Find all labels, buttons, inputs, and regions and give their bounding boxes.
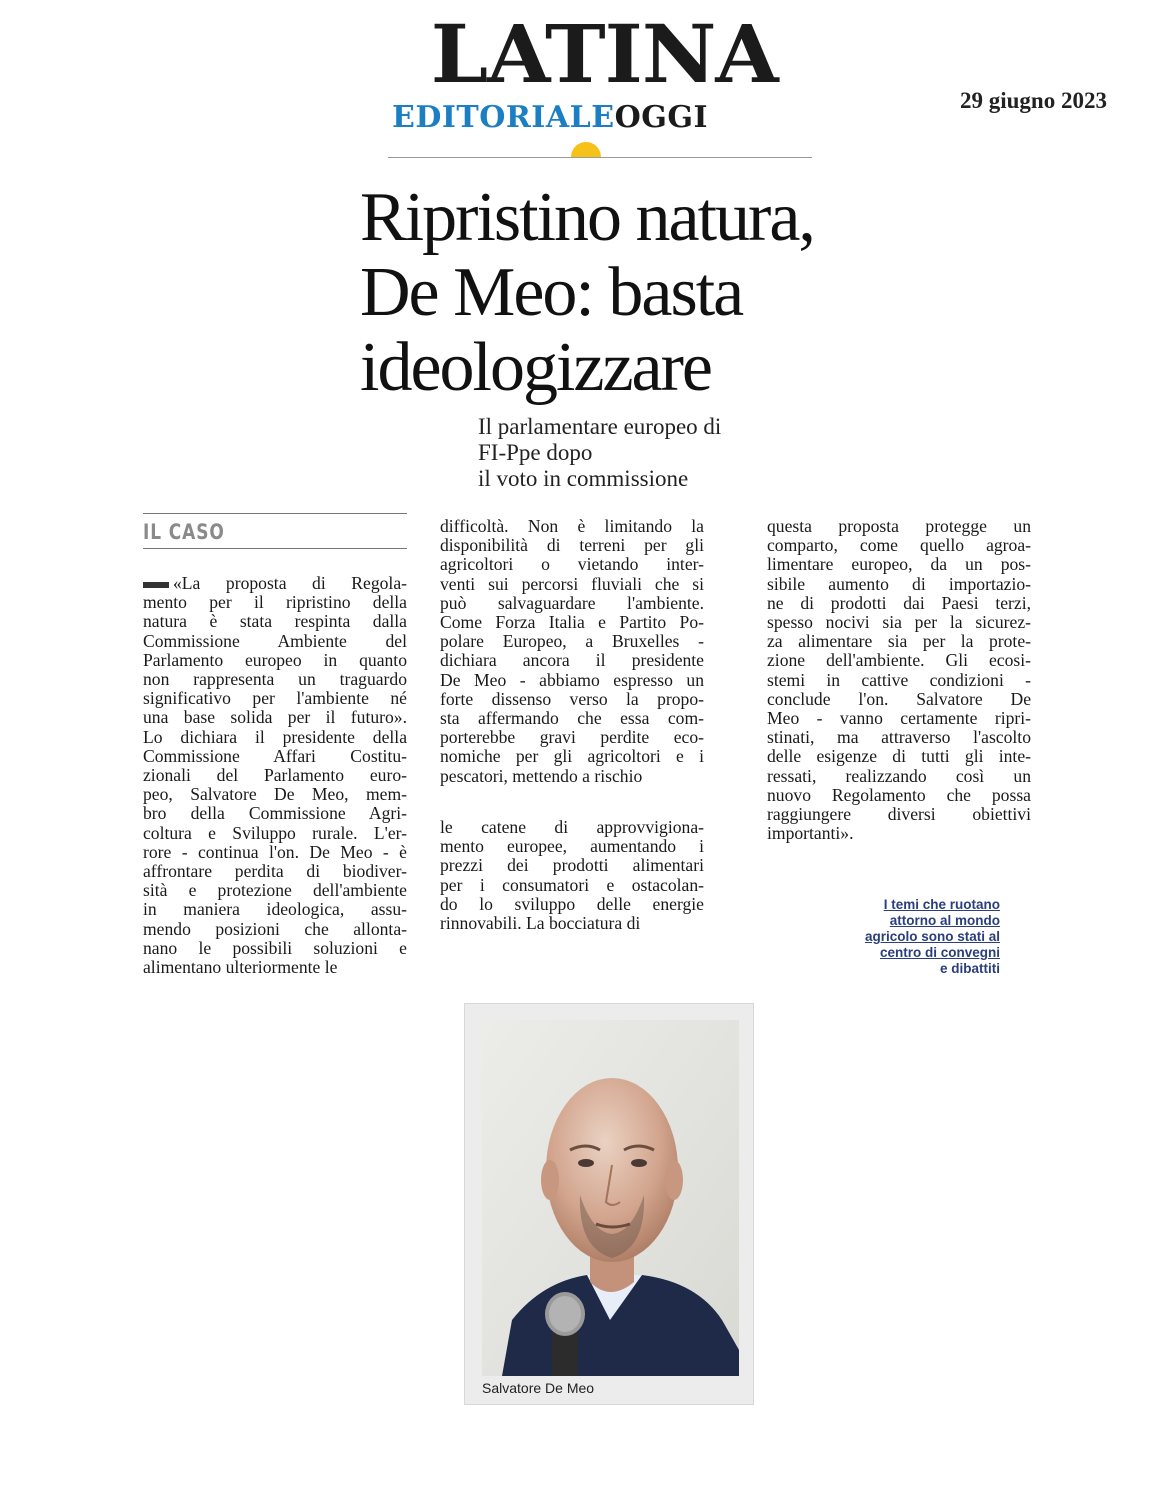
text-line: natura è stata respinta dalla	[143, 611, 407, 632]
section-kicker: IL CASO	[143, 520, 225, 544]
caption-line: I temi che ruotano	[883, 897, 1000, 912]
text-line: zione dell'ambiente. Gli ecosi-	[767, 650, 1031, 671]
text-line: peo, Salvatore De Meo, mem-	[143, 784, 407, 805]
text-line: Come Forza Italia e Partito Po-	[440, 612, 704, 633]
text-line: può salvaguardare l'ambiente.	[440, 592, 704, 613]
headline-line: ideologizzare	[360, 329, 712, 406]
headline-line: De Meo: basta	[360, 254, 743, 331]
text-line: rinnovabili. La bocciatura di	[440, 913, 641, 934]
text-line: mento per il ripristino della	[143, 592, 407, 613]
caption-line: attorno al mondo	[889, 913, 1000, 928]
text-line: sta affermando che essa com-	[440, 708, 704, 729]
text-line: raggiungere diversi obiettivi	[767, 804, 1031, 825]
text-line: ne di prodotti dai Paesi terzi,	[767, 592, 1031, 613]
text-line: conclude l'on. Salvatore De	[767, 688, 1031, 709]
photo-caption: Salvatore De Meo	[482, 1380, 595, 1396]
text-line: polare Europeo, a Bruxelles -	[440, 631, 704, 652]
masthead-rule	[388, 157, 812, 158]
text-line: non rappresenta un traguardo	[143, 669, 407, 690]
text-line: do lo sviluppo delle energie	[440, 893, 704, 914]
photo-frame	[464, 1003, 754, 1405]
side-caption	[820, 897, 1000, 977]
masthead-title: LATINA	[430, 7, 778, 101]
caption-line: agricolo sono stati al	[864, 929, 1000, 944]
text-line	[143, 574, 407, 593]
subhead-line: FI-Ppe dopo	[478, 440, 593, 465]
text-line: in maniera ideologica, assu-	[143, 899, 407, 920]
text-line: agricoltori o vietando inter-	[440, 554, 704, 575]
text-line: questa proposta protegge un	[767, 516, 1031, 536]
kicker-rule-bottom	[143, 548, 407, 549]
text-line: zionali del Parlamento euro-	[143, 765, 407, 786]
text-line: limentare europeo, da un pos-	[767, 554, 1031, 575]
text-line: venti sui percorsi fluviali che si	[440, 573, 704, 594]
headline	[360, 180, 920, 405]
text-line: dichiara ancora il presidente	[440, 650, 704, 671]
text-line: per i consumatori e ostacolan-	[440, 874, 704, 895]
text-line: stemi in cattive condizioni -	[767, 669, 1031, 690]
lead-marker-icon	[143, 582, 169, 588]
text-line: sità e protezione dell'ambiente	[143, 880, 407, 901]
text-line: difficoltà. Non è limitando la	[440, 516, 704, 536]
text-line: De Meo - abbiamo espresso un	[440, 669, 704, 690]
text-line: nuovo Regolamento che possa	[767, 784, 1031, 805]
text-line: importanti».	[767, 823, 854, 844]
article-column-1	[143, 574, 407, 977]
text-line: Commissione Ambiente del	[143, 630, 407, 651]
caption-line: e dibattiti	[940, 961, 1000, 976]
text-line: disponibilità di terreni per gli	[440, 535, 704, 556]
text-line: Meo - vanno certamente ripri-	[767, 708, 1031, 729]
text-line: affrontare perdita di biodiver-	[143, 861, 407, 882]
article-column-3	[767, 517, 1031, 843]
text-line: spesso nocivi sia per la sicurez-	[767, 612, 1031, 633]
text-line: Commissione Affari Costitu-	[143, 745, 407, 766]
text-line: alimentano ulteriormente le	[143, 957, 338, 978]
text-line-content: «La proposta di Regola-	[173, 573, 407, 593]
subhead-line: Il parlamentare europeo di	[478, 414, 722, 439]
text-line: porterebbe gravi perdite eco-	[440, 727, 704, 748]
text-line: forte dissenso verso la propo-	[440, 688, 704, 709]
text-line: za alimentare sia per la prote-	[767, 631, 1031, 652]
article-column-2-top	[440, 517, 704, 786]
text-line: una base solida per il futuro».	[143, 707, 407, 728]
text-line: pescatori, mettendo a rischio	[440, 765, 643, 786]
masthead-sub-editoriale: EDITORIALE	[392, 100, 615, 135]
text-line: bro della Commissione Agri-	[143, 803, 407, 824]
masthead-sub-oggi: OGGI	[614, 100, 708, 135]
masthead	[388, 7, 812, 135]
text-line: Parlamento europeo in quanto	[143, 649, 407, 670]
subhead-line: il voto in commissione	[478, 466, 689, 491]
text-line: mento europee, aumentando i	[440, 836, 704, 857]
text-line: delle esigenze di tutti gli inte-	[767, 746, 1031, 767]
sun-logo-icon	[571, 142, 601, 157]
kicker-rule-top	[143, 513, 407, 514]
article-column-2-bottom	[440, 818, 704, 933]
text-line: nano le possibili soluzioni e	[143, 937, 407, 958]
text-line: stinati, ma attraverso l'ascolto	[767, 727, 1031, 748]
text-line: prezzi dei prodotti alimentari	[440, 855, 704, 876]
publication-date: 29 giugno 2023	[960, 88, 1107, 113]
headline-line: Ripristino natura,	[360, 179, 814, 256]
text-line: Lo dichiara il presidente della	[143, 726, 407, 747]
text-line: comparto, come quello agroa-	[767, 535, 1031, 556]
subheadline	[478, 414, 798, 492]
text-line: rore - continua l'on. De Meo - è	[143, 841, 407, 862]
text-line: nomiche per gli agricoltori e i	[440, 746, 704, 767]
text-line: significativo per l'ambiente né	[143, 688, 407, 709]
masthead-subtitle	[392, 100, 708, 135]
text-line: sibile aumento di importazio-	[767, 573, 1031, 594]
text-line: coltura e Sviluppo rurale. L'er-	[143, 822, 407, 843]
text-line: ressati, realizzando così un	[767, 765, 1031, 786]
portrait-photo	[482, 1020, 739, 1376]
text-line: mendo posizioni che allonta-	[143, 918, 407, 939]
text-line: le catene di approvvigiona-	[440, 817, 704, 837]
caption-line: centro di convegni	[879, 945, 1000, 960]
